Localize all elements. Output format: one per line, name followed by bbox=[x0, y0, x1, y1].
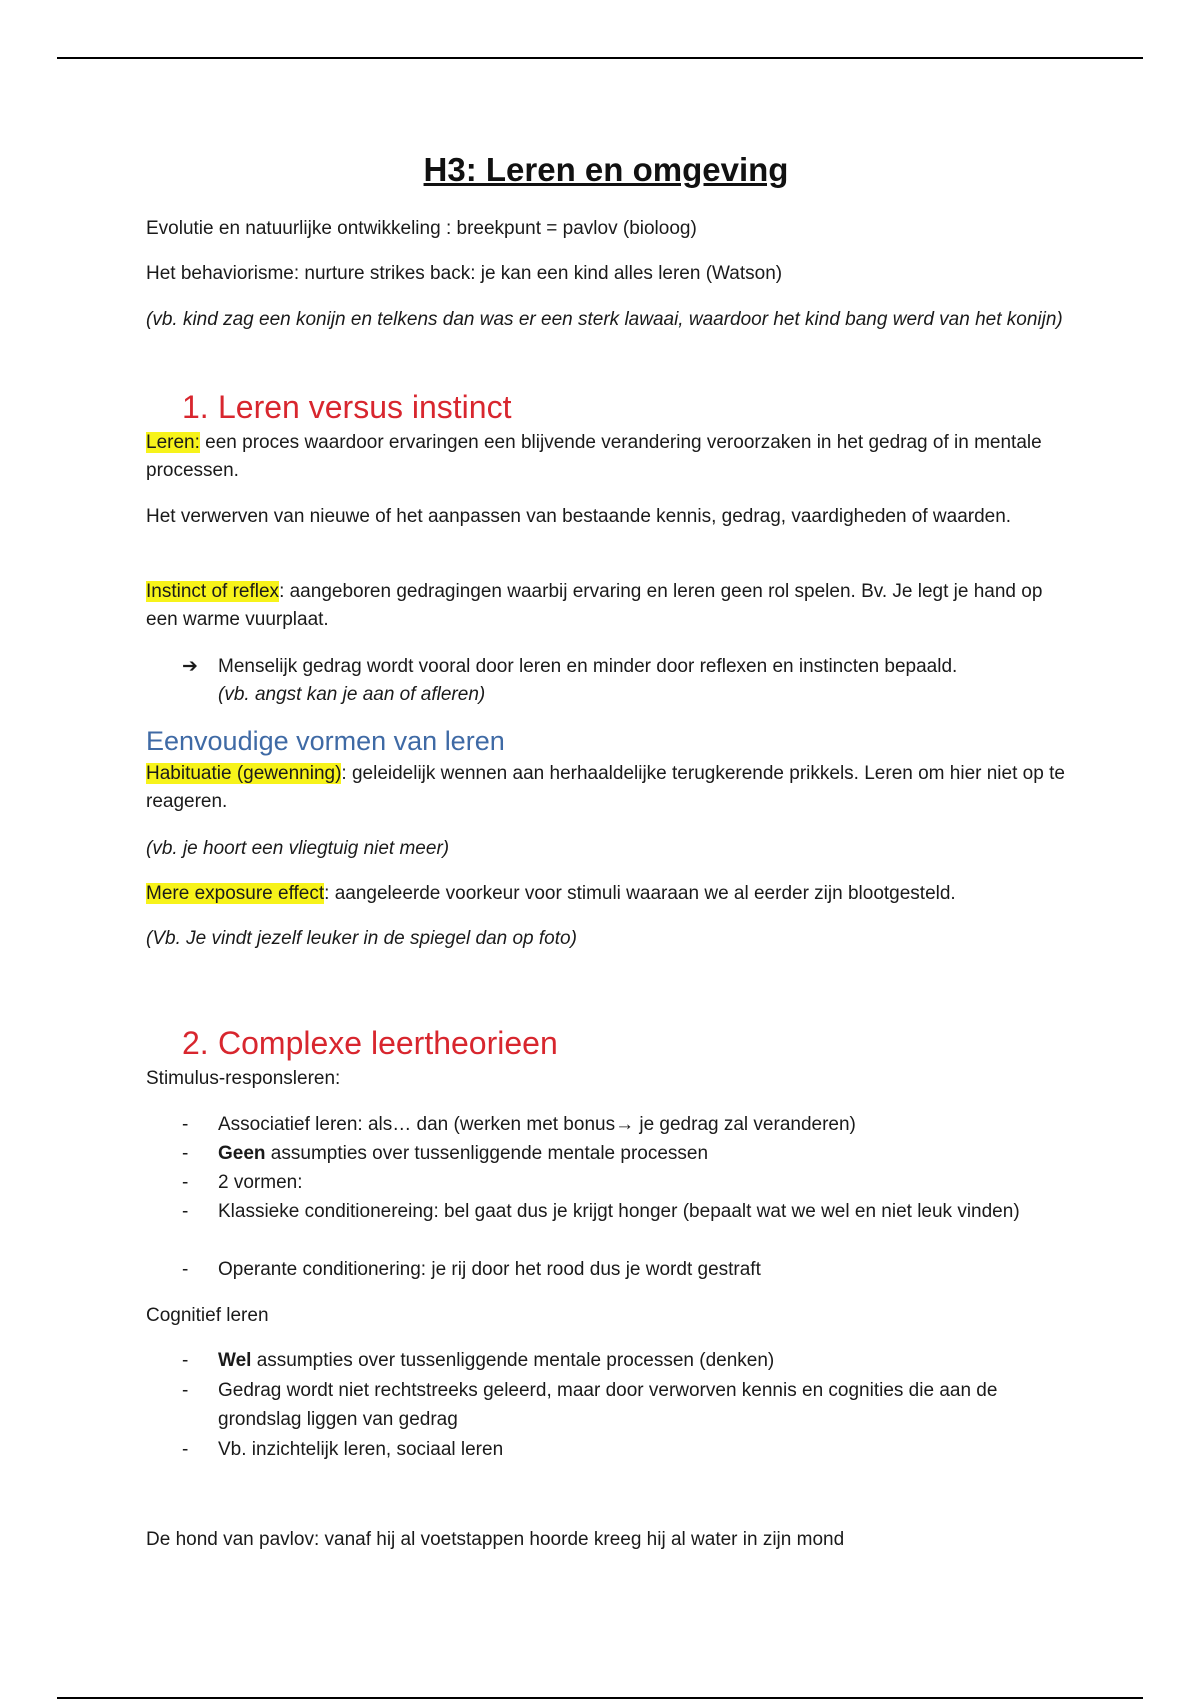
list-item-text: Associatief leren: als… dan (werken met bonus→ je gedrag zal veranderen) bbox=[218, 1114, 856, 1135]
habituatie-example: (vb. je hoort een vliegtuig niet meer) bbox=[146, 838, 450, 859]
list-item-text: Vb. inzichtelijk leren, sociaal leren bbox=[218, 1439, 504, 1460]
bullet-dash: - bbox=[182, 1143, 189, 1164]
list-item bbox=[182, 1168, 1066, 1197]
list-item bbox=[182, 1376, 1066, 1434]
arrow-item-example: (vb. angst kan je aan of afleren) bbox=[218, 684, 486, 705]
section-2-heading bbox=[182, 1023, 558, 1063]
bullet-dash: - bbox=[182, 1259, 189, 1280]
bullet-dash: - bbox=[182, 1201, 189, 1222]
list-item-rest: assumpties over tussenliggende mentale processen bbox=[265, 1143, 709, 1164]
list-item-text: Gedrag wordt niet rechtstreeks geleerd, maar door verworven kennis en cognities die aan de grondslag liggen van gedrag bbox=[218, 1380, 998, 1430]
list-item bbox=[182, 1346, 1066, 1375]
bullet-dash: - bbox=[182, 1114, 189, 1135]
verwerven-paragraph: Het verwerven van nieuwe of het aanpassen van bestaande kennis, gedrag, vaardigheden of waarden. bbox=[146, 506, 1012, 527]
section-1-heading bbox=[182, 387, 511, 427]
list-item bbox=[182, 1197, 1066, 1226]
mere-exposure-definition bbox=[146, 880, 1066, 908]
footer-rule bbox=[57, 1697, 1143, 1699]
list-item-text bbox=[218, 1139, 1066, 1168]
bullet-dash: - bbox=[182, 1380, 189, 1401]
leren-term: Leren: bbox=[146, 432, 200, 453]
arrow-icon: ➔ bbox=[182, 656, 198, 677]
list-item-text: Klassieke conditionereing: bel gaat dus je krijgt honger (bepaalt wat we wel en niet leuk vinden) bbox=[218, 1201, 1020, 1222]
bullet-dash: - bbox=[182, 1439, 189, 1460]
leren-definition bbox=[146, 429, 1066, 485]
habituatie-definition-text: : geleidelijk wennen aan herhaaldelijke terugkerende prikkels. Leren om hier niet op te reageren. bbox=[146, 763, 1065, 812]
list-item-text: 2 vormen: bbox=[218, 1172, 303, 1193]
stimulus-respons-heading: Stimulus-responsleren: bbox=[146, 1068, 341, 1089]
cognitief-leren-heading: Cognitief leren bbox=[146, 1305, 269, 1326]
instinct-definition bbox=[146, 578, 1066, 634]
bold-term: Geen bbox=[218, 1143, 266, 1164]
bullet-dash: - bbox=[182, 1350, 189, 1371]
document-title: H3: Leren en omgeving bbox=[423, 151, 789, 188]
section-2-title: Complexe leertheorieen bbox=[218, 1025, 558, 1061]
list-item-text bbox=[218, 1346, 1066, 1375]
section-1-number: 1. bbox=[182, 389, 209, 425]
list-item bbox=[182, 1435, 1066, 1464]
intro-paragraph-behaviorisme: Het behaviorisme: nurture strikes back: je kan een kind alles leren (Watson) bbox=[146, 263, 783, 284]
pavlov-paragraph: De hond van pavlov: vanaf hij al voetstappen hoorde kreeg hij al water in zijn mond bbox=[146, 1529, 845, 1550]
list-item bbox=[182, 1110, 1066, 1139]
intro-paragraph-evolutie: Evolutie en natuurlijke ontwikkeling : breekpunt = pavlov (bioloog) bbox=[146, 218, 697, 239]
list-item-text: Operante conditionering: je rij door het rood dus je wordt gestraft bbox=[218, 1259, 761, 1280]
subsection-heading: Eenvoudige vormen van leren bbox=[146, 726, 505, 756]
arrow-item-text: Menselijk gedrag wordt vooral door leren en minder door reflexen en instincten bepaald. bbox=[218, 656, 958, 677]
habituatie-definition bbox=[146, 760, 1066, 816]
section-2-number: 2. bbox=[182, 1025, 209, 1061]
list-item bbox=[182, 1255, 1066, 1284]
bold-term: Wel bbox=[218, 1350, 252, 1371]
leren-definition-text: een proces waardoor ervaringen een blijvende verandering veroorzaken in het gedrag of in mentale processen. bbox=[146, 432, 1042, 481]
section-1-title: Leren versus instinct bbox=[218, 389, 512, 425]
list-item bbox=[182, 1139, 1066, 1168]
list-item-rest: assumpties over tussenliggende mentale processen (denken) bbox=[251, 1350, 775, 1371]
intro-example: (vb. kind zag een konijn en telkens dan was er een sterk lawaai, waardoor het kind bang werd van het konijn) bbox=[146, 309, 1063, 330]
mere-exposure-term: Mere exposure effect bbox=[146, 883, 325, 904]
bullet-dash: - bbox=[182, 1172, 189, 1193]
mere-exposure-example: (Vb. Je vindt jezelf leuker in de spiegel dan op foto) bbox=[146, 928, 577, 949]
habituatie-term: Habituatie (gewenning) bbox=[146, 763, 342, 784]
mere-exposure-definition-text: : aangeleerde voorkeur voor stimuli waaraan we al eerder zijn blootgesteld. bbox=[324, 883, 956, 904]
arrow-list-item bbox=[182, 653, 1066, 709]
header-rule bbox=[57, 57, 1143, 59]
instinct-definition-text: : aangeboren gedragingen waarbij ervaring en leren geen rol spelen. Bv. Je legt je hand op een warme vuurplaat. bbox=[146, 581, 1043, 630]
instinct-term: Instinct of reflex bbox=[146, 581, 280, 602]
